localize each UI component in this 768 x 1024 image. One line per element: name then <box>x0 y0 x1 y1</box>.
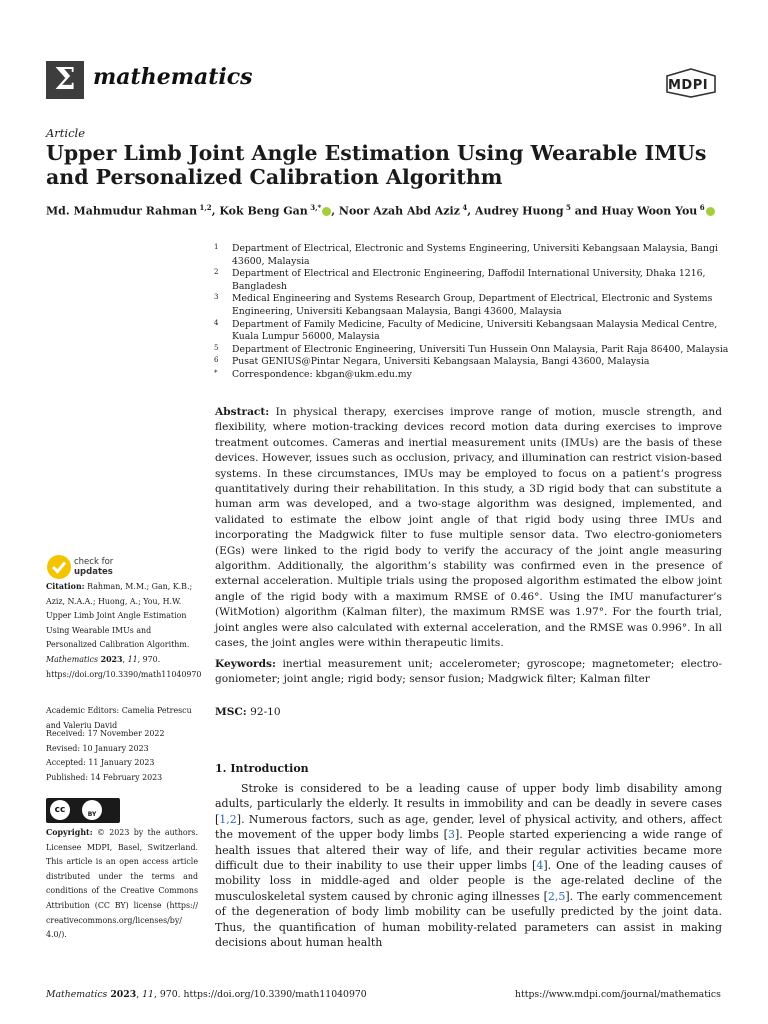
paper-title: Upper Limb Joint Angle Estimation Using Wearable IMUs and Personalized Calibration Algorithm <box>46 141 707 189</box>
citation-link[interactable]: 4 <box>536 859 544 873</box>
date-accepted: Accepted: 11 January 2023 <box>46 758 155 768</box>
copyright-text: © 2023 by the authors. Licensee MDPI, Basel, Switzerland. This article is an open access article distributed under the terms and conditions of the Creative Commons Attribution (CC BY) license (https:// creativecommons.org/licenses/by/ 4.0/). <box>46 828 198 940</box>
citation-year: 2023 <box>100 654 123 664</box>
citation-doi[interactable]: , 970. https://doi.org/10.3390/math11040970 <box>46 654 202 679</box>
abstract <box>215 405 722 652</box>
affiliation-text: Department of Electronic Engineering, Universiti Tun Hussein Onn Malaysia, Parit Raja 86400, Malaysia <box>232 343 729 355</box>
intro-text-run: ]. Numerous factors, such as age, gender, level of physical activity, and others, affect the movement of the upper body limbs [ <box>215 812 722 842</box>
affiliation-mark: 4 <box>214 318 219 327</box>
orcid-icon[interactable] <box>706 207 715 216</box>
author-affiliation-mark: 5 <box>563 203 571 212</box>
citation-journal: Mathematics <box>46 654 99 664</box>
affiliation-mark: 2 <box>214 268 219 277</box>
author-affiliation-mark: 6 <box>697 203 705 212</box>
publisher-name: MDPI <box>668 78 709 93</box>
keywords-label: Keywords: <box>215 658 276 670</box>
affiliation-mark: 6 <box>214 356 219 365</box>
author-affiliation-mark: 1,2 <box>197 203 212 212</box>
citation-link[interactable]: 3 <box>447 828 455 842</box>
citation-block: Citation: Rahman, M.M.; Gan, K.B.; Aziz, N.A.A.; Huong, A.; You, H.W. Upper Limb Joint Angle Estimation Using Wearable IMUs and Personalized Calibration Algorithm. Mathematics 2023, 11, 970. https://doi.org/10.3390/math11040970 <box>46 582 202 679</box>
journal-name: mathematics <box>93 64 253 90</box>
author-name: Huay Woon You <box>601 204 698 218</box>
date-revised: Revised: 10 January 2023 <box>46 743 149 753</box>
affiliation-item <box>212 344 732 357</box>
author-name: Kok Beng Gan <box>219 204 308 218</box>
intro-paragraph <box>215 781 722 950</box>
affiliation-text: Medical Engineering and Systems Research Group, Department of Electrical, Electronic and Systems Engineering, Universiti Kebangsaan Malaysia, Bangi 43600, Malaysia <box>232 293 713 317</box>
footer-journal: Mathematics <box>46 989 108 1000</box>
affiliation-text: Department of Family Medicine, Faculty of Medicine, Universiti Kebangsaan Malaysia Medical Centre, Kuala Lumpur 56000, Malaysia <box>232 318 718 343</box>
abstract-text: In physical therapy, exercises improve range of motion, muscle strength, and flexibility, where motion-tracking devices record motion data during exercises to improve treatment outcomes. Cameras and inertial measurement units (IMUs) are the basis of these devices. However, issues such as occlusion, privacy, and illumination can restrict vision-based systems. In these circumstances, IMUs may be employed to focus on a patient’s progress quantitatively during their rehabilitation. In this study, a 3D rigid body that can substitute a human arm was developed, and a two-stage algorithm was designed, implemented, and validated to estimate the elbow joint angle of that rigid body using three IMUs and incorporating the Madgwick filter to fuse multiple sensor data. Two electro-goniometers (EGs) were linked to the rigid body to verify the accuracy of the joint angle measuring algorithm. Additionally, the algorithm’s stability was confirmed even in the presence of external acceleration. Multiple trials using the proposed algorithm estimated the elbow joint angle of the rigid body with a maximum RMSE of 0.46°. Using the IMU manufacturer’s (WitMotion) algorithm (Kalman filter), the maximum RMSE was 1.97°. For the fourth trial, joint angles were also calculated with external acceleration, and the RMSE was 0.996°. In all cases, the joint angles were within therapeutic limits. <box>215 406 722 650</box>
affiliation-item <box>212 356 732 369</box>
date-received: Received: 17 November 2022 <box>46 729 165 738</box>
citation-volume: 11 <box>127 654 138 664</box>
affiliation-item <box>212 293 732 318</box>
affiliation-item <box>212 243 732 268</box>
affiliation-text: Correspondence: kbgan@ukm.edu.my <box>232 368 412 380</box>
intro-text-run: ]. One of the leading causes of mobility loss in middle-aged and older people is the age-related decline of the musculoskeletal system caused by chronic aging illnesses [ <box>215 859 722 903</box>
author-name: Audrey Huong <box>474 204 564 218</box>
academic-editors: Academic Editors: Camelia Petrescu and Valeriu David <box>46 706 192 730</box>
affiliation-item <box>212 369 732 382</box>
msc <box>215 705 722 720</box>
date-published: Published: 14 February 2023 <box>46 772 163 782</box>
affiliation-mark: 5 <box>214 343 219 352</box>
footer-volume: 11 <box>142 989 154 1000</box>
affiliation-mark: 1 <box>214 243 219 251</box>
msc-text: 92-10 <box>250 706 281 718</box>
cc-license-badge[interactable] <box>46 798 120 823</box>
keywords <box>215 657 722 688</box>
footer-journal-url[interactable]: https://www.mdpi.com/journal/mathematics <box>515 989 721 1000</box>
abstract-label: Abstract: <box>215 406 270 418</box>
copyright-notice <box>46 826 198 943</box>
article-type: Article <box>46 126 86 140</box>
author-affiliation-mark: 3,* <box>307 203 322 212</box>
copyright-label: Copyright: <box>46 828 93 837</box>
intro-text-run: ]. The early commencement of the degeneration of body limb mobility can be usefully predicted by the joint data. Thus, the quantification of human mobility-related parameters can assist in making decisions about human health <box>215 889 722 950</box>
affiliation-mark: * <box>214 368 218 377</box>
keywords-text: inertial measurement unit; accelerometer; gyroscope; magnetometer; electro-goniometer; joint angle; rigid body; sensor fusion; Madgwick filter; Kalman filter <box>215 658 722 686</box>
citation-label: Citation: <box>46 582 85 591</box>
affiliation-text: Pusat GENIUS@Pintar Negara, Universiti Kebangsaan Malaysia, Bangi 43600, Malaysia <box>232 356 650 368</box>
author-name: Noor Azah Abd Aziz <box>338 204 460 218</box>
footer-doi[interactable]: , 970. https://doi.org/10.3390/math11040970 <box>153 989 367 1000</box>
check-for-updates-label[interactable] <box>74 557 113 577</box>
orcid-icon[interactable] <box>322 207 331 216</box>
footer-year: 2023 <box>110 989 137 1000</box>
affiliation-item <box>212 319 732 344</box>
affiliation-text: Department of Electrical and Electronic Engineering, Daffodil International University, Dhaka 1216, Bangladesh <box>232 268 706 292</box>
footer-citation: Mathematics 2023, 11, 970. https://doi.org/10.3390/math11040970 <box>46 989 367 1000</box>
author-list: Md. Mahmudur Rahman $^{1,2}$, Kok Beng Gan $^{3,*}$ , Noor Azah Abd Aziz $^4$, Audrey Huong $^5$ and Huay Woon You $^6$ <box>46 203 746 218</box>
cc-icon: cc <box>50 800 70 820</box>
citation-text: Rahman, M.M.; Gan, K.B.; Aziz, N.A.A.; Huong, A.; You, H.W. Upper Limb Joint Angle Estimation Using Wearable IMUs and Personalized Calibration Algorithm. <box>46 582 193 650</box>
intro-text-run: ]. People started experiencing a wide range of health issues that altered their way of life, and their regular activities became more difficult due to their inability to use their upper limbs [ <box>215 828 722 873</box>
author-name: Md. Mahmudur Rahman <box>46 204 198 218</box>
citation-link[interactable]: 2,5 <box>547 889 566 903</box>
affiliation-mark: 3 <box>214 293 219 302</box>
section-heading: 1. Introduction <box>215 762 309 775</box>
journal-logo: Σ <box>46 61 84 99</box>
affiliation-list <box>212 243 732 382</box>
msc-label: MSC: <box>215 706 247 718</box>
author-affiliation-mark: 4 <box>459 203 468 212</box>
intro-text-run: Stroke is considered to be a leading cause of upper body limb disability among adults, particularly the elderly. It results in immobility and can be deadly in severe cases [ <box>215 782 722 826</box>
citation-link[interactable]: 1,2 <box>219 812 237 826</box>
check-for-updates-icon[interactable] <box>46 554 72 580</box>
check-for-updates-line2: updates <box>74 567 113 577</box>
dates-block <box>46 727 198 785</box>
check-for-updates-line1: check for <box>74 557 114 567</box>
affiliation-text: Department of Electrical, Electronic and Systems Engineering, Universiti Kebangsaan Malaysia, Bangi 43600, Malaysia <box>232 243 718 267</box>
affiliation-item <box>212 268 732 293</box>
by-label: BY <box>87 811 97 818</box>
